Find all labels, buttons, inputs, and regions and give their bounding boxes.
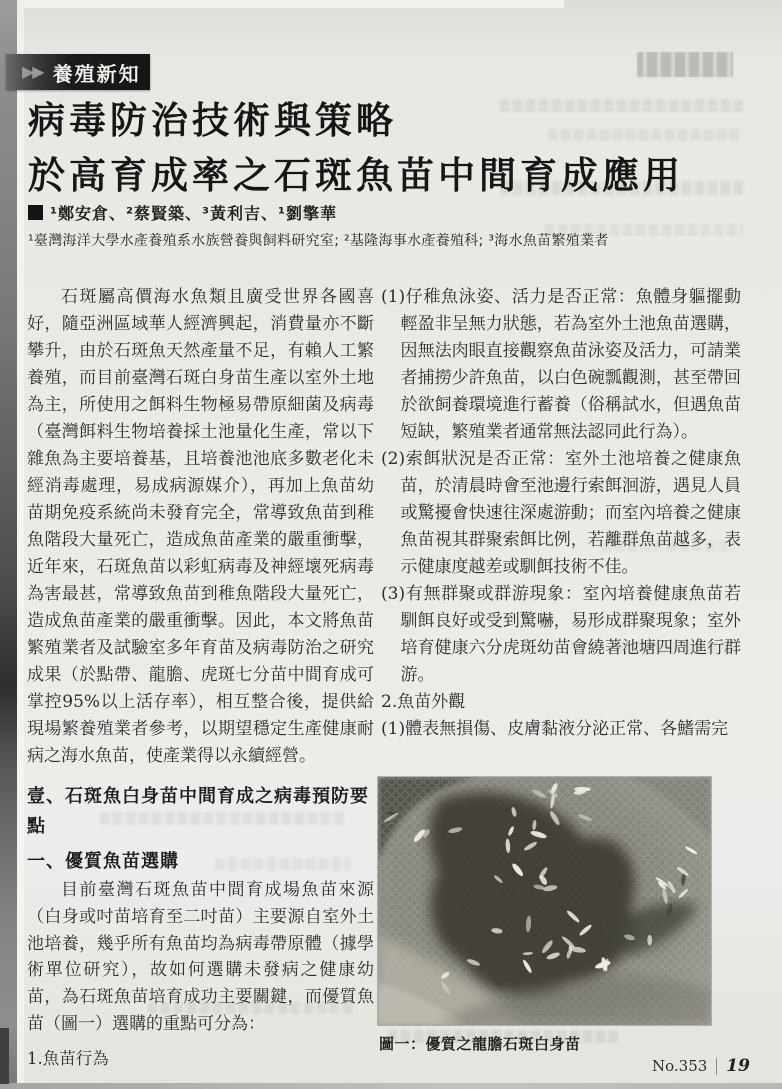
article-title-line1: 病毒防治技術與策略 (28, 98, 397, 142)
section1-heading: 壹、石斑魚白身苗中間育成之病毒預防要點 (27, 786, 369, 837)
selection-point-2: (2)索餌狀況是否正常：室外土池培養之健康魚苗，於清晨時會至池邊行索餌洄游，遇見人員或驚擾會快速往深處游動；而室內培養之健康魚苗視其群聚索餌比例，若離群魚苗越多，表示健康度越差或馴餌技術不佳。 (381, 449, 741, 577)
scan-bottom-edge (0, 1083, 782, 1089)
issue-number: No.353 (652, 1057, 708, 1075)
scan-edge-mark (0, 1028, 9, 1084)
bleedthrough-ghost (637, 52, 733, 77)
selection-point-1: (1)仔稚魚泳姿、活力是否正常：魚體身軀擺動輕盈非呈無力狀態，若為室外土池魚苗選購，因無法肉眼直接觀察魚苗泳姿及活力，可請業者捕撈少許魚苗，以白色碗瓢觀測，甚至帶回於欲飼養環境進行蓄養（俗稱試水，但遇魚苗短缺，繁殖業者通常無法認同此行為）。 (381, 287, 741, 442)
section-tag: 養殖新知 (52, 61, 141, 86)
intro-paragraph: 石斑屬高價海水魚類且廣受世界各國喜好，隨亞洲區域華人經濟興起，消費量亦不斷攀升，由於石斑魚天然產量不足，有賴人工繁養殖，而目前臺灣石斑白身苗生產以室外土地為主，所使用之餌料生物極易帶原細菌及病毒（臺灣餌料生物培養採土池量化生產，常以下雜魚為主要培養基，且培養池池底多數老化未經消毒處理，易成病源媒介），再加上魚苗幼苗期免疫系統尚未發育完全，常導致魚苗到稚魚階段大量死亡，造成魚苗產業的嚴重衝擊，近年來，石斑魚苗以彩虹病毒及神經壞死病毒為害最甚，常導致魚苗到稚魚階段大量死亡，造成魚苗產業的嚴重衝擊。因此，本文將魚苗繁殖業者及試驗室多年育苗及病毒防治之研究成果（於點帶、龍膽、虎斑七分苗中間育成可掌控95%以上活存率），相互整合後，提供給現場繁養殖業者參考，以期望穩定生產健康耐病之海水魚苗，使產業得以永續經營。 (27, 287, 374, 766)
appearance-point-1: (1)體表無損傷、皮膚黏液分泌正常、各鰭需完 (381, 719, 729, 739)
byline (28, 201, 337, 224)
page-footer (652, 1056, 750, 1076)
page-number: 19 (726, 1056, 750, 1076)
list-item-fry-behavior: 1.魚苗行為 (27, 1048, 109, 1068)
footer-divider (716, 1058, 717, 1075)
affiliations-line: ¹臺灣海洋大學水產養殖系水族營養與飼料研究室; ²基隆海事水產養殖科; ³海水魚苗繁殖業者 (28, 233, 609, 249)
figure1-caption: 圖一：優質之龍膽石斑白身苗 (379, 1035, 581, 1053)
double-chevron-icon: ▶▶ (22, 62, 43, 81)
right-column (381, 284, 741, 743)
scan-top-edge (24, 0, 564, 8)
article-title (28, 93, 684, 203)
article-title-line2: 於高育成率之石斑魚苗中間育成應用 (28, 153, 684, 197)
figure1-photo (378, 777, 711, 1025)
authors-line: ¹鄭安倉、²蔡賢築、³黃利吉、¹劉擎華 (50, 204, 338, 223)
subsection1-heading: 一、優質魚苗選購 (27, 851, 179, 872)
selection-point-3: (3)有無群聚或群游現象：室內培養健康魚苗若馴餌良好或受到驚嚇，易形成群聚現象；室外培育健康六分虎斑幼苗會繞著池塘四周進行群游。 (381, 584, 741, 685)
scan-edge-highlight (17, 0, 24, 1089)
left-column (27, 284, 374, 1072)
author-square-icon (28, 205, 43, 220)
list-item-fry-appearance: 2.魚苗外觀 (381, 692, 466, 712)
section-banner (6, 54, 150, 90)
subsection1-paragraph: 目前臺灣石斑魚苗中間育成場魚苗來源（白身或吋苗培育至二吋苗）主要源自室外土池培養，幾乎所有魚苗均為病毒帶原體（據學術單位研究），故如何選購未發病之健康幼苗，為石斑魚苗培育成功主要關鍵，而優質魚苗（圖一）選購的重點可分為： (27, 880, 374, 1034)
scan-edge-shadow (0, 0, 17, 1089)
